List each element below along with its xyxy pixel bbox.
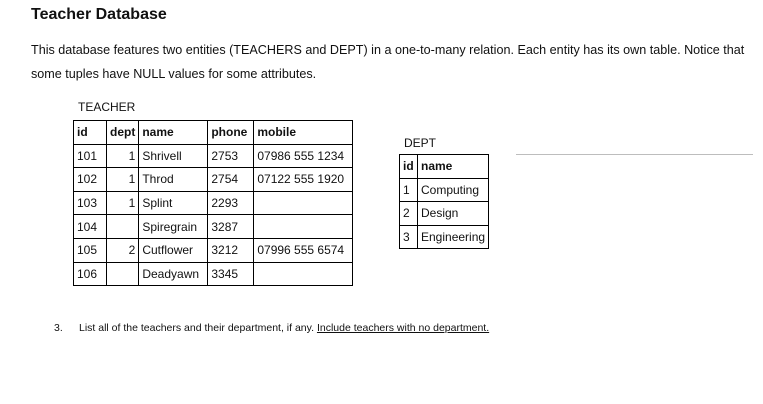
question-underlined-text: Include teachers with no department. bbox=[316, 322, 490, 334]
teacher-cell-phone: 3287 bbox=[208, 215, 254, 239]
teacher-cell-name: Splint bbox=[139, 191, 208, 215]
intro-paragraph: This database features two entities (TEACHERS and DEPT) in a one-to-many relation. Each entity has its own table. Notice that some tuples have NULL values for some attributes. bbox=[31, 43, 745, 81]
question-number: 3. bbox=[54, 322, 63, 334]
dept-row bbox=[400, 202, 489, 226]
teacher-header-name: name bbox=[139, 121, 208, 145]
teacher-cell-id: 104 bbox=[74, 215, 107, 239]
dept-cell-id: 3 bbox=[400, 225, 418, 249]
teacher-header-phone: phone bbox=[208, 121, 254, 145]
dept-cell-name: Engineering bbox=[418, 225, 489, 249]
teacher-header-id: id bbox=[74, 121, 107, 145]
teacher-cell-mobile: 07996 555 6574 bbox=[254, 238, 353, 262]
teacher-cell-mobile bbox=[254, 191, 353, 215]
teacher-cell-id: 103 bbox=[74, 191, 107, 215]
teacher-cell-id: 101 bbox=[74, 144, 107, 168]
teacher-cell-name: Cutflower bbox=[139, 238, 208, 262]
teacher-cell-id: 102 bbox=[74, 168, 107, 192]
teacher-cell-phone: 3345 bbox=[208, 262, 254, 286]
teacher-cell-id: 106 bbox=[74, 262, 107, 286]
teacher-row bbox=[74, 144, 353, 168]
dept-table bbox=[399, 154, 489, 249]
teacher-cell-dept: 2 bbox=[107, 238, 139, 262]
teacher-cell-phone: 2293 bbox=[208, 191, 254, 215]
teacher-cell-phone: 3212 bbox=[208, 238, 254, 262]
teacher-cell-phone: 2754 bbox=[208, 168, 254, 192]
document-title: Teacher Database bbox=[31, 6, 167, 23]
horizontal-divider bbox=[516, 154, 753, 155]
dept-row bbox=[400, 225, 489, 249]
teacher-header-mobile: mobile bbox=[254, 121, 353, 145]
dept-header-name: name bbox=[418, 155, 489, 179]
dept-cell-id: 1 bbox=[400, 178, 418, 202]
question-text: List all of the teachers and their department, if any. bbox=[79, 322, 315, 334]
teacher-cell-mobile bbox=[254, 262, 353, 286]
question-item bbox=[54, 322, 489, 334]
dept-table-caption: DEPT bbox=[404, 136, 437, 150]
teacher-table bbox=[73, 120, 353, 286]
teacher-cell-name: Spiregrain bbox=[139, 215, 208, 239]
teacher-cell-name: Deadyawn bbox=[139, 262, 208, 286]
teacher-cell-dept bbox=[107, 262, 139, 286]
dept-cell-name: Design bbox=[418, 202, 489, 226]
teacher-row bbox=[74, 191, 353, 215]
teacher-cell-mobile bbox=[254, 215, 353, 239]
teacher-cell-phone: 2753 bbox=[208, 144, 254, 168]
teacher-cell-dept bbox=[107, 215, 139, 239]
dept-header-id: id bbox=[400, 155, 418, 179]
teacher-cell-mobile: 07986 555 1234 bbox=[254, 144, 353, 168]
teacher-cell-name: Throd bbox=[139, 168, 208, 192]
teacher-cell-dept: 1 bbox=[107, 168, 139, 192]
teacher-cell-mobile: 07122 555 1920 bbox=[254, 168, 353, 192]
dept-header-row bbox=[400, 155, 489, 179]
dept-row bbox=[400, 178, 489, 202]
teacher-header-dept: dept bbox=[107, 121, 139, 145]
dept-cell-name: Computing bbox=[418, 178, 489, 202]
teacher-header-row bbox=[74, 121, 353, 145]
teacher-cell-dept: 1 bbox=[107, 144, 139, 168]
teacher-row bbox=[74, 168, 353, 192]
teacher-cell-dept: 1 bbox=[107, 191, 139, 215]
teacher-row bbox=[74, 215, 353, 239]
teacher-row bbox=[74, 262, 353, 286]
teacher-cell-id: 105 bbox=[74, 238, 107, 262]
teacher-table-caption: TEACHER bbox=[78, 100, 136, 114]
teacher-cell-name: Shrivell bbox=[139, 144, 208, 168]
dept-cell-id: 2 bbox=[400, 202, 418, 226]
teacher-row bbox=[74, 238, 353, 262]
